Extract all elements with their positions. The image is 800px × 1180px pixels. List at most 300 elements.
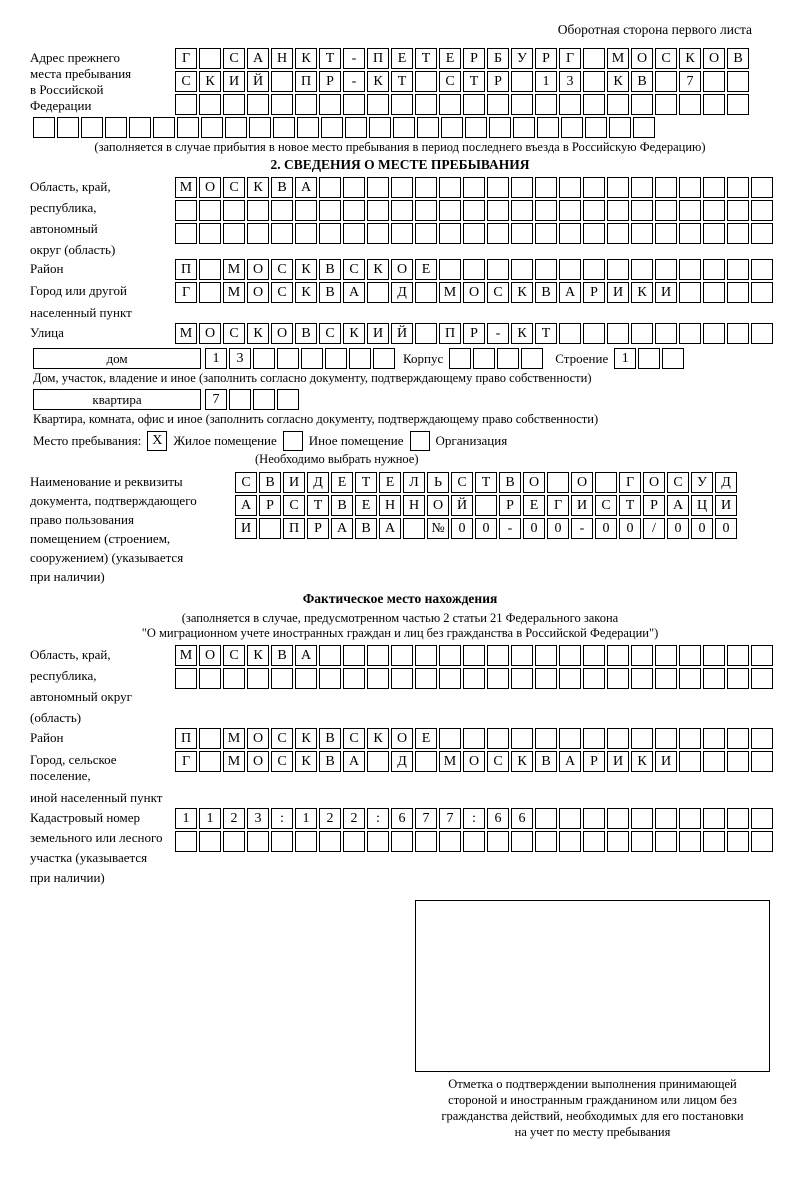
stay-region-cell[interactable] <box>223 223 245 244</box>
stay-region-cell[interactable] <box>415 200 437 221</box>
actual-region-cell[interactable] <box>679 645 701 666</box>
stay-region-cell[interactable] <box>631 223 653 244</box>
stay-street-cell[interactable] <box>631 323 653 344</box>
stay-street-cell[interactable] <box>559 323 581 344</box>
prev-address-cell[interactable] <box>271 94 293 115</box>
document-cell[interactable]: 0 <box>715 518 737 539</box>
stay-region-cell[interactable] <box>319 223 341 244</box>
stay-region-cell[interactable] <box>319 177 341 198</box>
stay-region-cell[interactable] <box>367 200 389 221</box>
prev-address-cell[interactable]: 7 <box>679 71 701 92</box>
document-cell[interactable]: И <box>571 495 593 516</box>
stay-region-cell[interactable] <box>631 177 653 198</box>
stay-district-cell[interactable] <box>559 259 581 280</box>
stay-street-cell[interactable]: П <box>439 323 461 344</box>
actual-city-cell[interactable]: О <box>247 751 269 772</box>
stay-region-cell[interactable] <box>247 200 269 221</box>
stay-city-cell[interactable]: И <box>607 282 629 303</box>
prev-address-cell[interactable] <box>583 48 605 69</box>
stay-city-cell[interactable]: И <box>655 282 677 303</box>
cadastral-cell[interactable] <box>535 808 557 829</box>
actual-city-cell[interactable]: Д <box>391 751 413 772</box>
stay-district-cell[interactable]: К <box>295 259 317 280</box>
stay-city-cell[interactable]: А <box>343 282 365 303</box>
actual-district-cell[interactable] <box>559 728 581 749</box>
cadastral-cell[interactable] <box>679 808 701 829</box>
actual-district-cell[interactable]: М <box>223 728 245 749</box>
prev-address-cell[interactable] <box>271 71 293 92</box>
prev-address-full-cell[interactable] <box>33 117 55 138</box>
actual-city-cell[interactable]: И <box>607 751 629 772</box>
document-cell[interactable]: С <box>235 472 257 493</box>
document-cell[interactable]: 0 <box>547 518 569 539</box>
stay-district-cell[interactable]: М <box>223 259 245 280</box>
stay-district-cell[interactable]: О <box>247 259 269 280</box>
stay-street-cell[interactable] <box>751 323 773 344</box>
cadastral-cell[interactable] <box>439 831 461 852</box>
stay-street-cell[interactable]: М <box>175 323 197 344</box>
stay-region-cell[interactable] <box>727 177 749 198</box>
actual-district-cell[interactable]: О <box>247 728 269 749</box>
actual-region-cell[interactable]: О <box>199 645 221 666</box>
prev-address-full-cell[interactable] <box>225 117 247 138</box>
cadastral-cell[interactable] <box>175 831 197 852</box>
document-cell[interactable]: С <box>595 495 617 516</box>
stay-region-cell[interactable] <box>751 177 773 198</box>
cadastral-cell[interactable]: 6 <box>487 808 509 829</box>
actual-region-cell[interactable] <box>751 668 773 689</box>
korpus-cell[interactable] <box>497 348 519 369</box>
prev-address-cell[interactable] <box>175 94 197 115</box>
stay-region-cell[interactable] <box>175 223 197 244</box>
cadastral-cell[interactable] <box>631 831 653 852</box>
house-number-cell[interactable] <box>253 348 275 369</box>
stay-city-cell[interactable] <box>367 282 389 303</box>
prev-address-full-cell[interactable] <box>345 117 367 138</box>
flat-number-cell[interactable] <box>277 389 299 410</box>
prev-address-full-cell[interactable] <box>129 117 151 138</box>
stay-city-cell[interactable]: О <box>463 282 485 303</box>
prev-address-cell[interactable]: О <box>631 48 653 69</box>
prev-address-cell[interactable]: У <box>511 48 533 69</box>
stay-city-cell[interactable]: Р <box>583 282 605 303</box>
actual-district-cell[interactable] <box>631 728 653 749</box>
prev-address-full-cell[interactable] <box>393 117 415 138</box>
stay-city-cell[interactable]: О <box>247 282 269 303</box>
stay-district-cell[interactable] <box>679 259 701 280</box>
stroenie-cell[interactable] <box>638 348 660 369</box>
prev-address-cell[interactable]: Г <box>559 48 581 69</box>
stay-region-cell[interactable] <box>271 223 293 244</box>
stay-city-cell[interactable] <box>703 282 725 303</box>
cadastral-cell[interactable]: : <box>271 808 293 829</box>
prev-address-cell[interactable]: В <box>727 48 749 69</box>
cadastral-cell[interactable] <box>463 831 485 852</box>
actual-city-cell[interactable]: М <box>223 751 245 772</box>
prev-address-cell[interactable] <box>463 94 485 115</box>
document-cell[interactable]: С <box>451 472 473 493</box>
prev-address-cell[interactable]: В <box>631 71 653 92</box>
prev-address-cell[interactable]: 1 <box>535 71 557 92</box>
actual-district-cell[interactable]: К <box>367 728 389 749</box>
actual-region-cell[interactable] <box>487 668 509 689</box>
document-cell[interactable]: О <box>523 472 545 493</box>
stay-region-cell[interactable] <box>607 223 629 244</box>
prev-address-full-cell[interactable] <box>321 117 343 138</box>
document-cell[interactable]: 0 <box>451 518 473 539</box>
korpus-cell[interactable] <box>449 348 471 369</box>
stay-district-cell[interactable] <box>631 259 653 280</box>
cadastral-cell[interactable] <box>487 831 509 852</box>
prev-address-cell[interactable]: П <box>367 48 389 69</box>
stay-region-cell[interactable] <box>679 223 701 244</box>
stay-region-cell[interactable]: О <box>199 177 221 198</box>
actual-region-cell[interactable] <box>319 645 341 666</box>
stay-street-cell[interactable]: К <box>511 323 533 344</box>
stay-city-cell[interactable] <box>679 282 701 303</box>
actual-region-cell[interactable] <box>223 668 245 689</box>
stay-city-cell[interactable]: В <box>535 282 557 303</box>
actual-city-cell[interactable]: К <box>511 751 533 772</box>
cadastral-cell[interactable] <box>727 831 749 852</box>
cadastral-cell[interactable] <box>655 808 677 829</box>
stroenie-cell[interactable]: 1 <box>614 348 636 369</box>
actual-district-cell[interactable] <box>199 728 221 749</box>
stay-region-cell[interactable] <box>631 200 653 221</box>
stay-region-cell[interactable]: С <box>223 177 245 198</box>
cadastral-cell[interactable] <box>607 831 629 852</box>
prev-address-cell[interactable]: Р <box>535 48 557 69</box>
actual-region-cell[interactable] <box>439 645 461 666</box>
stay-region-cell[interactable] <box>559 200 581 221</box>
prev-address-full-cell[interactable] <box>177 117 199 138</box>
document-cell[interactable]: Р <box>499 495 521 516</box>
actual-region-cell[interactable] <box>511 645 533 666</box>
flat-number-cell[interactable] <box>253 389 275 410</box>
stay-city-cell[interactable]: Д <box>391 282 413 303</box>
stay-city-cell[interactable]: К <box>631 282 653 303</box>
stay-region-cell[interactable] <box>175 200 197 221</box>
document-cell[interactable]: Т <box>355 472 377 493</box>
house-number-cell[interactable] <box>325 348 347 369</box>
prev-address-cell[interactable]: А <box>247 48 269 69</box>
prev-address-cell[interactable] <box>679 94 701 115</box>
stay-region-cell[interactable] <box>655 177 677 198</box>
cadastral-cell[interactable] <box>607 808 629 829</box>
cadastral-cell[interactable] <box>511 831 533 852</box>
cadastral-cell[interactable] <box>655 831 677 852</box>
stay-region-cell[interactable]: М <box>175 177 197 198</box>
prev-address-cell[interactable] <box>199 94 221 115</box>
actual-city-cell[interactable] <box>703 751 725 772</box>
cadastral-cell[interactable] <box>583 808 605 829</box>
cadastral-cell[interactable] <box>415 831 437 852</box>
prev-address-cell[interactable]: - <box>343 71 365 92</box>
stay-city-cell[interactable]: С <box>271 282 293 303</box>
actual-district-cell[interactable] <box>727 728 749 749</box>
prev-address-cell[interactable] <box>511 71 533 92</box>
document-cell[interactable]: Л <box>403 472 425 493</box>
stay-region-cell[interactable] <box>391 200 413 221</box>
stay-street-cell[interactable]: - <box>487 323 509 344</box>
actual-region-cell[interactable] <box>415 668 437 689</box>
cadastral-cell[interactable] <box>679 831 701 852</box>
actual-region-cell[interactable]: С <box>223 645 245 666</box>
stay-district-cell[interactable] <box>751 259 773 280</box>
cadastral-cell[interactable] <box>199 831 221 852</box>
actual-region-cell[interactable] <box>703 645 725 666</box>
actual-region-cell[interactable] <box>463 668 485 689</box>
actual-district-cell[interactable]: С <box>271 728 293 749</box>
actual-region-cell[interactable] <box>439 668 461 689</box>
document-cell[interactable]: О <box>643 472 665 493</box>
stay-region-cell[interactable] <box>487 200 509 221</box>
cadastral-cell[interactable] <box>583 831 605 852</box>
stay-region-cell[interactable] <box>703 223 725 244</box>
stay-region-cell[interactable] <box>463 177 485 198</box>
actual-region-cell[interactable] <box>727 645 749 666</box>
document-cell[interactable]: № <box>427 518 449 539</box>
stay-region-cell[interactable] <box>655 200 677 221</box>
prev-address-full-cell[interactable] <box>489 117 511 138</box>
house-number-cell[interactable] <box>301 348 323 369</box>
document-cell[interactable]: / <box>643 518 665 539</box>
prev-address-cell[interactable]: С <box>175 71 197 92</box>
actual-city-cell[interactable]: М <box>439 751 461 772</box>
stay-street-cell[interactable] <box>655 323 677 344</box>
stay-district-cell[interactable]: С <box>271 259 293 280</box>
stay-region-cell[interactable] <box>511 223 533 244</box>
stay-region-cell[interactable] <box>607 200 629 221</box>
actual-region-cell[interactable] <box>751 645 773 666</box>
stay-street-cell[interactable]: В <box>295 323 317 344</box>
document-cell[interactable]: В <box>259 472 281 493</box>
document-cell[interactable]: Н <box>403 495 425 516</box>
document-cell[interactable]: Т <box>475 472 497 493</box>
actual-region-cell[interactable] <box>607 645 629 666</box>
actual-city-cell[interactable]: Р <box>583 751 605 772</box>
stay-region-cell[interactable] <box>487 223 509 244</box>
document-cell[interactable]: Р <box>259 495 281 516</box>
actual-region-cell[interactable] <box>655 645 677 666</box>
prev-address-cell[interactable]: Т <box>319 48 341 69</box>
stay-region-cell[interactable] <box>343 200 365 221</box>
actual-district-cell[interactable] <box>751 728 773 749</box>
stay-district-cell[interactable] <box>607 259 629 280</box>
stay-region-cell[interactable] <box>535 177 557 198</box>
stay-region-cell[interactable] <box>511 177 533 198</box>
stay-city-cell[interactable]: А <box>559 282 581 303</box>
prev-address-cell[interactable]: К <box>367 71 389 92</box>
document-cell[interactable] <box>259 518 281 539</box>
actual-region-cell[interactable] <box>271 668 293 689</box>
stay-region-cell[interactable] <box>367 177 389 198</box>
actual-city-cell[interactable]: В <box>319 751 341 772</box>
stay-street-cell[interactable] <box>607 323 629 344</box>
cadastral-cell[interactable] <box>703 831 725 852</box>
stay-street-cell[interactable] <box>415 323 437 344</box>
stay-region-cell[interactable] <box>295 223 317 244</box>
actual-region-cell[interactable] <box>703 668 725 689</box>
document-cell[interactable] <box>547 472 569 493</box>
document-cell[interactable]: Й <box>451 495 473 516</box>
stay-region-cell[interactable] <box>343 177 365 198</box>
stay-street-cell[interactable]: И <box>367 323 389 344</box>
actual-district-cell[interactable] <box>607 728 629 749</box>
prev-address-cell[interactable] <box>319 94 341 115</box>
stay-street-cell[interactable] <box>679 323 701 344</box>
actual-region-cell[interactable] <box>535 668 557 689</box>
stay-city-cell[interactable]: К <box>295 282 317 303</box>
stay-region-cell[interactable] <box>535 200 557 221</box>
stay-region-cell[interactable] <box>535 223 557 244</box>
flat-number-cell[interactable]: 7 <box>205 389 227 410</box>
stay-region-cell[interactable] <box>463 223 485 244</box>
prev-address-cell[interactable]: С <box>655 48 677 69</box>
actual-region-cell[interactable]: К <box>247 645 269 666</box>
actual-region-cell[interactable]: А <box>295 645 317 666</box>
cadastral-cell[interactable]: 6 <box>511 808 533 829</box>
prev-address-cell[interactable] <box>703 71 725 92</box>
prev-address-cell[interactable]: Е <box>439 48 461 69</box>
document-cell[interactable]: 0 <box>619 518 641 539</box>
prev-address-cell[interactable]: Т <box>463 71 485 92</box>
stay-city-cell[interactable]: М <box>223 282 245 303</box>
document-cell[interactable]: И <box>715 495 737 516</box>
actual-region-cell[interactable] <box>295 668 317 689</box>
stay-street-cell[interactable]: С <box>223 323 245 344</box>
stay-region-cell[interactable] <box>199 200 221 221</box>
stay-region-cell[interactable] <box>463 200 485 221</box>
document-cell[interactable]: - <box>499 518 521 539</box>
actual-region-cell[interactable] <box>559 668 581 689</box>
prev-address-full-cell[interactable] <box>105 117 127 138</box>
stay-region-cell[interactable] <box>583 177 605 198</box>
actual-region-cell[interactable] <box>175 668 197 689</box>
actual-region-cell[interactable] <box>631 645 653 666</box>
cadastral-cell[interactable] <box>727 808 749 829</box>
stamp-box[interactable] <box>415 900 770 1072</box>
stay-city-cell[interactable] <box>727 282 749 303</box>
prev-address-cell[interactable]: Р <box>319 71 341 92</box>
document-cell[interactable]: Т <box>307 495 329 516</box>
cadastral-cell[interactable] <box>703 808 725 829</box>
stay-district-cell[interactable] <box>487 259 509 280</box>
prev-address-cell[interactable]: Е <box>391 48 413 69</box>
prev-address-cell[interactable]: 3 <box>559 71 581 92</box>
document-cell[interactable]: И <box>235 518 257 539</box>
stay-region-cell[interactable] <box>295 200 317 221</box>
prev-address-cell[interactable]: П <box>295 71 317 92</box>
actual-city-cell[interactable]: К <box>631 751 653 772</box>
document-cell[interactable]: Г <box>619 472 641 493</box>
stay-city-cell[interactable] <box>415 282 437 303</box>
document-cell[interactable]: Е <box>331 472 353 493</box>
stay-region-cell[interactable] <box>679 200 701 221</box>
stay-district-cell[interactable] <box>463 259 485 280</box>
cadastral-cell[interactable]: 1 <box>175 808 197 829</box>
actual-district-cell[interactable]: С <box>343 728 365 749</box>
document-cell[interactable]: - <box>571 518 593 539</box>
stay-street-cell[interactable]: Р <box>463 323 485 344</box>
cadastral-cell[interactable] <box>343 831 365 852</box>
actual-region-cell[interactable] <box>199 668 221 689</box>
prev-address-cell[interactable] <box>415 71 437 92</box>
actual-region-cell[interactable] <box>679 668 701 689</box>
stay-region-cell[interactable] <box>439 223 461 244</box>
stay-region-cell[interactable] <box>343 223 365 244</box>
prev-address-full-cell[interactable] <box>417 117 439 138</box>
document-cell[interactable]: У <box>691 472 713 493</box>
document-cell[interactable]: О <box>571 472 593 493</box>
stay-street-cell[interactable] <box>583 323 605 344</box>
stay-district-cell[interactable] <box>535 259 557 280</box>
prev-address-cell[interactable]: Т <box>415 48 437 69</box>
stay-region-cell[interactable] <box>703 177 725 198</box>
prev-address-cell[interactable]: К <box>679 48 701 69</box>
actual-district-cell[interactable]: К <box>295 728 317 749</box>
prev-address-cell[interactable] <box>583 94 605 115</box>
actual-region-cell[interactable]: В <box>271 645 293 666</box>
prev-address-cell[interactable] <box>511 94 533 115</box>
stay-region-cell[interactable] <box>391 223 413 244</box>
stay-street-cell[interactable]: К <box>247 323 269 344</box>
actual-region-cell[interactable] <box>487 645 509 666</box>
prev-address-full-cell[interactable] <box>273 117 295 138</box>
prev-address-cell[interactable] <box>559 94 581 115</box>
checkbox-residential[interactable]: X <box>147 431 167 451</box>
cadastral-cell[interactable]: 6 <box>391 808 413 829</box>
actual-city-cell[interactable]: А <box>343 751 365 772</box>
actual-city-cell[interactable]: В <box>535 751 557 772</box>
stay-city-cell[interactable]: Г <box>175 282 197 303</box>
stay-district-cell[interactable]: В <box>319 259 341 280</box>
document-cell[interactable]: А <box>331 518 353 539</box>
stay-city-cell[interactable]: В <box>319 282 341 303</box>
prev-address-cell[interactable] <box>727 71 749 92</box>
prev-address-full-cell[interactable] <box>609 117 631 138</box>
cadastral-cell[interactable]: 2 <box>343 808 365 829</box>
cadastral-cell[interactable]: : <box>463 808 485 829</box>
stay-region-cell[interactable] <box>511 200 533 221</box>
cadastral-cell[interactable] <box>751 831 773 852</box>
prev-address-full-cell[interactable] <box>441 117 463 138</box>
document-cell[interactable]: Д <box>715 472 737 493</box>
cadastral-cell[interactable] <box>559 808 581 829</box>
actual-region-cell[interactable] <box>535 645 557 666</box>
house-number-cell[interactable] <box>277 348 299 369</box>
cadastral-cell[interactable]: : <box>367 808 389 829</box>
actual-district-cell[interactable]: О <box>391 728 413 749</box>
cadastral-cell[interactable] <box>295 831 317 852</box>
stay-region-cell[interactable]: К <box>247 177 269 198</box>
stay-city-cell[interactable]: К <box>511 282 533 303</box>
stay-region-cell[interactable] <box>487 177 509 198</box>
prev-address-cell[interactable]: Р <box>487 71 509 92</box>
document-cell[interactable]: В <box>355 518 377 539</box>
actual-city-cell[interactable]: С <box>487 751 509 772</box>
cadastral-cell[interactable] <box>751 808 773 829</box>
prev-address-cell[interactable] <box>199 48 221 69</box>
document-cell[interactable]: Д <box>307 472 329 493</box>
actual-city-cell[interactable] <box>751 751 773 772</box>
prev-address-cell[interactable]: Т <box>391 71 413 92</box>
stay-district-cell[interactable] <box>703 259 725 280</box>
prev-address-cell[interactable] <box>607 94 629 115</box>
stay-street-cell[interactable]: С <box>319 323 341 344</box>
stay-street-cell[interactable]: Й <box>391 323 413 344</box>
stay-street-cell[interactable] <box>703 323 725 344</box>
